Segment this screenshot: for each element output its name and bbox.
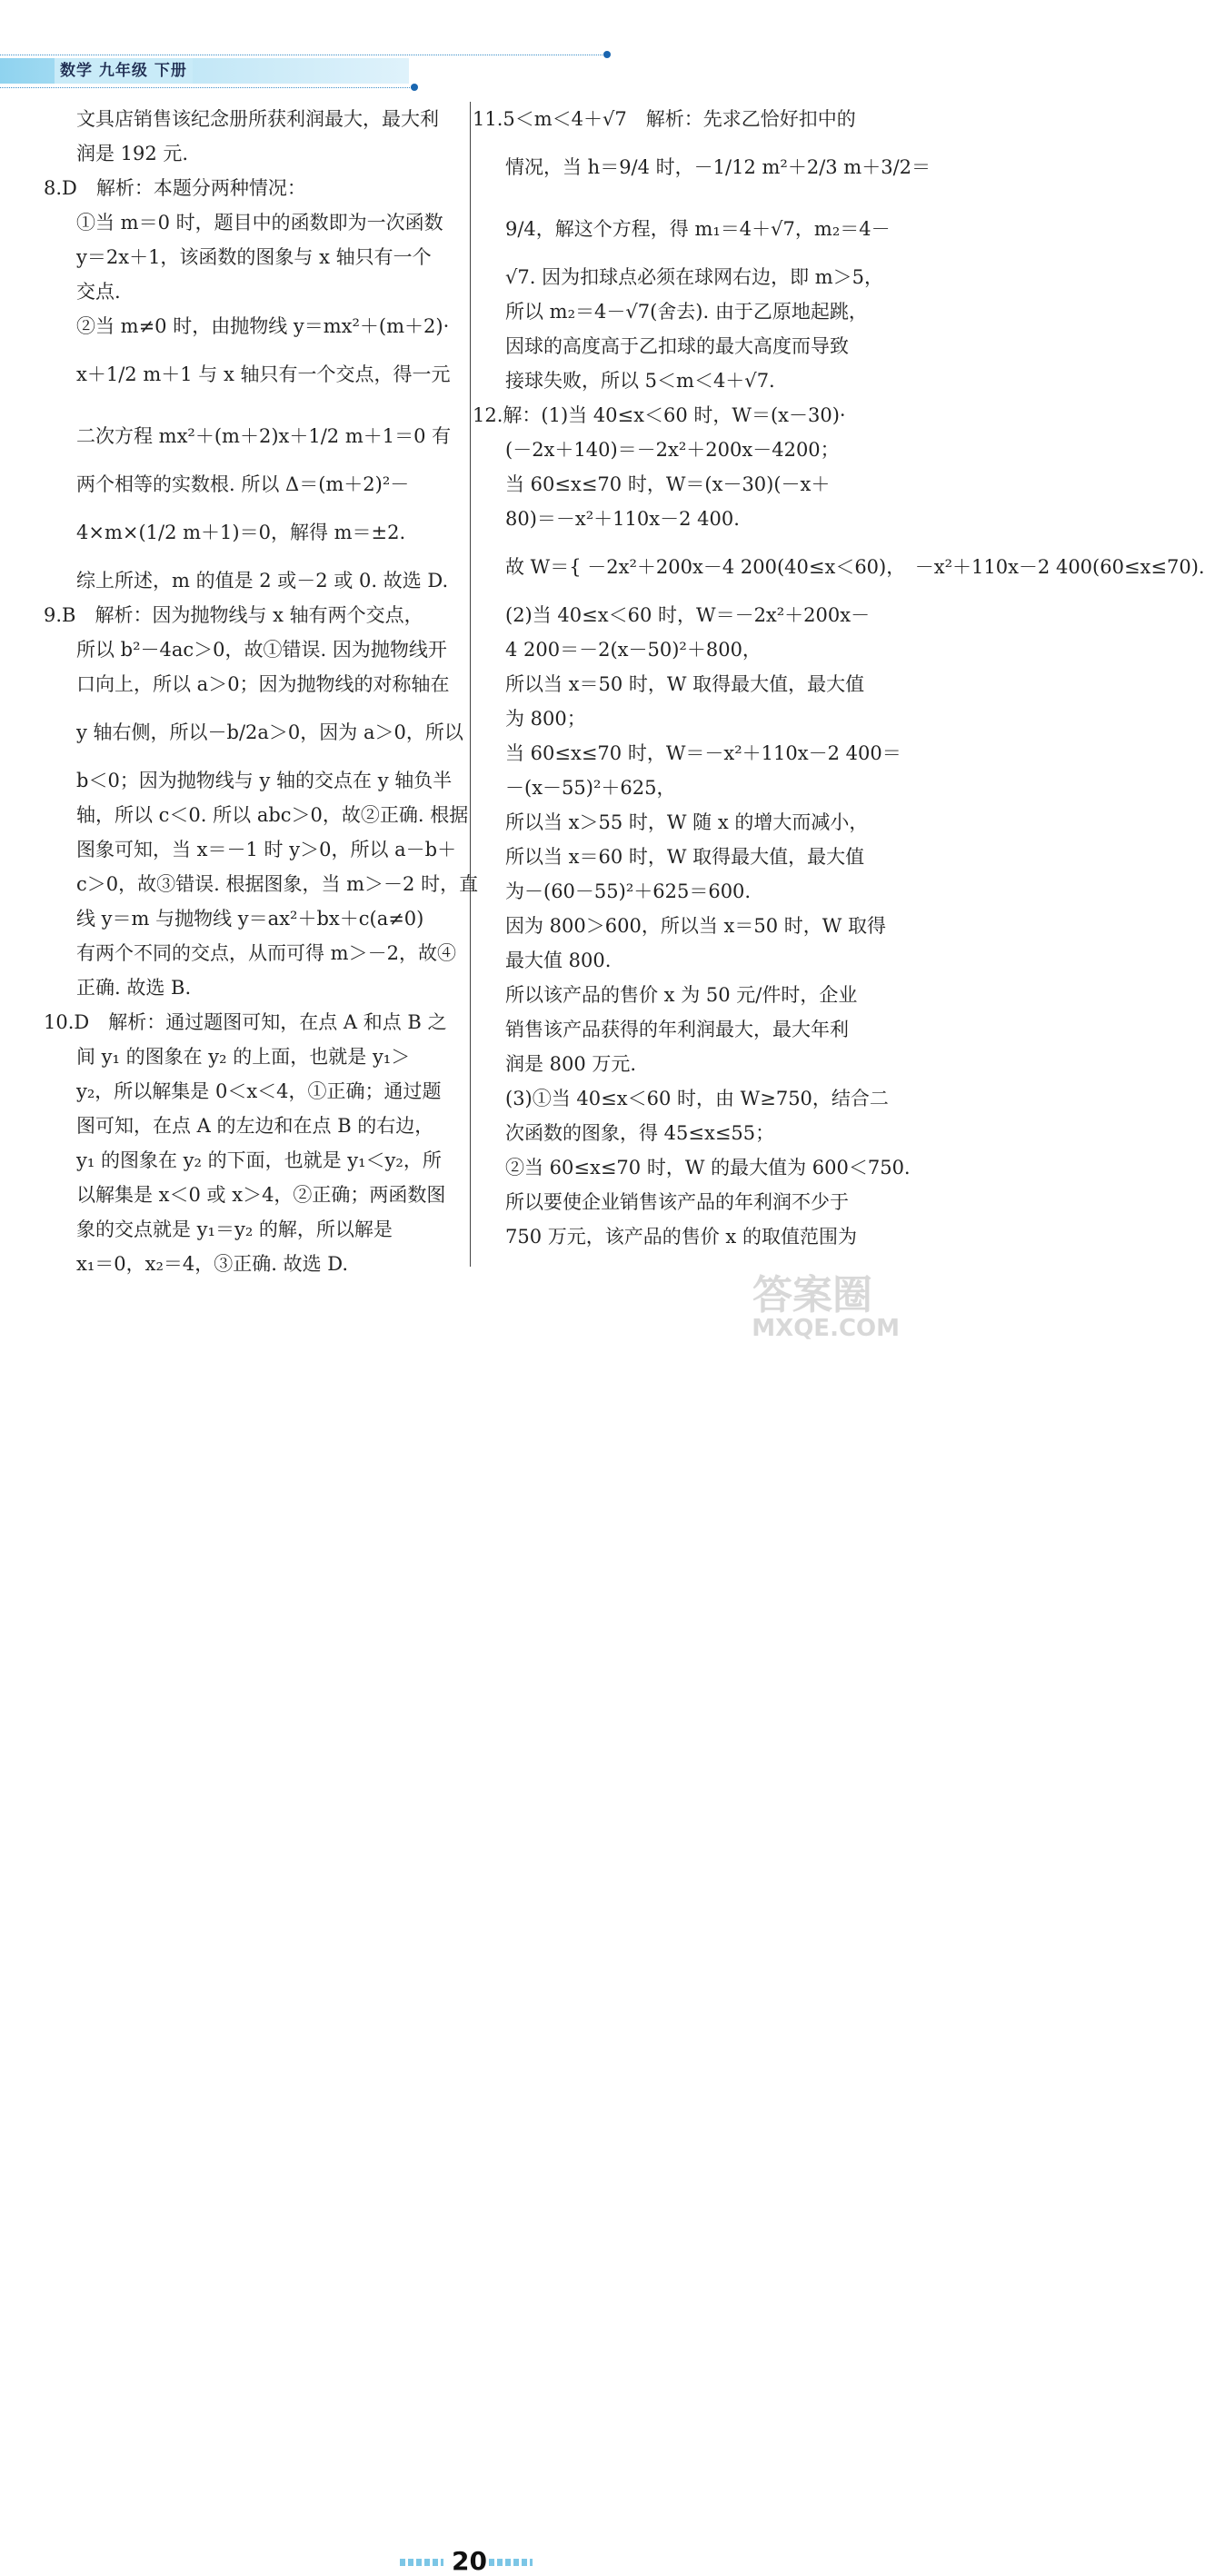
left-text-line: 轴，所以 c＜0. 所以 abc＞0，故②正确. 根据 <box>76 804 469 826</box>
right-column <box>473 102 1205 1254</box>
left-text-line: 象的交点就是 y₁＝y₂ 的解，所以解是 <box>76 1218 393 1240</box>
right-text-line: 情况，当 h＝9/4 时，－1/12 m²＋2/3 m＋3/2＝ <box>505 156 931 178</box>
right-text-line: 12.解：(1)当 40≤x＜60 时，W＝(x－30)· <box>473 404 846 426</box>
left-text-line: 10.D 解析：通过题图可知，在点 A 和点 B 之 <box>44 1011 447 1033</box>
right-text-line: 销售该产品获得的年利润最大，最大年利 <box>505 1019 849 1040</box>
page-footer <box>0 1272 909 2576</box>
right-text-line: 故 W＝{ －2x²＋200x－4 200(40≤x＜60)， －x²＋110x－2 400(60≤x≤70). <box>505 556 1205 578</box>
right-text-line: 润是 800 万元. <box>505 1053 637 1075</box>
right-text-line: 因为 800＞600，所以当 x＝50 时，W 取得 <box>505 915 887 937</box>
left-text-line: 图可知，在点 A 的左边和在点 B 的右边， <box>76 1115 434 1137</box>
left-text-line: y 轴右侧，所以－b/2a＞0，因为 a＞0，所以 <box>76 721 463 743</box>
left-text-line: 正确. 故选 B. <box>76 977 192 999</box>
left-text-line: 润是 192 元. <box>76 143 189 164</box>
right-text-line: (2)当 40≤x＜60 时，W＝－2x²＋200x－ <box>505 604 871 626</box>
right-text-line: 所以该产品的售价 x 为 50 元/件时，企业 <box>505 984 858 1006</box>
column-divider <box>470 102 471 1267</box>
right-text-line: 所以当 x＝60 时，W 取得最大值，最大值 <box>505 846 865 868</box>
right-text-line: 4 200＝－2(x－50)²＋800， <box>505 639 762 661</box>
page-header <box>0 0 909 100</box>
left-text-line: x₁＝0，x₂＝4，③正确. 故选 D. <box>76 1253 349 1275</box>
left-text-line: 两个相等的实数根. 所以 Δ＝(m＋2)²－ <box>76 473 410 495</box>
right-text-line: √7. 因为扣球点必须在球网右边，即 m＞5， <box>505 266 884 288</box>
page-number: 20 <box>452 2546 487 2576</box>
left-text-line: 所以 b²－4ac＞0，故①错误. 因为抛物线开 <box>76 639 447 661</box>
left-text-line: 8.D 解析：本题分两种情况： <box>44 177 306 199</box>
left-column <box>44 102 479 1281</box>
left-text-line: 以解集是 x＜0 或 x＞4，②正确；两函数图 <box>76 1184 446 1206</box>
left-text-line: 综上所述，m 的值是 2 或－2 或 0. 故选 D. <box>76 570 449 592</box>
left-text-line: ②当 m≠0 时，由抛物线 y＝mx²＋(m＋2)· <box>76 315 450 337</box>
header-bottom-line <box>0 87 413 89</box>
left-text-line: 图象可知，当 x＝－1 时 y＞0，所以 a－b＋ <box>76 839 457 860</box>
right-text-line: －(x－55)²＋625， <box>505 777 676 799</box>
right-text-line: 当 60≤x≤70 时，W＝－x²＋110x－2 400＝ <box>505 742 901 764</box>
right-text-line: 所以当 x＞55 时，W 随 x 的增大而减小， <box>505 811 869 833</box>
left-text-line: 文具店销售该纪念册所获利润最大，最大利 <box>76 108 439 130</box>
right-text-line: 9/4，解这个方程，得 m₁＝4＋√7，m₂＝4－ <box>505 218 891 240</box>
left-text-line: c＞0，故③错误. 根据图象，当 m＞－2 时，直 <box>76 873 479 895</box>
watermark-logo: 答案圈 <box>752 1272 872 1318</box>
right-text-line: (3)①当 40≤x＜60 时，由 W≥750，结合二 <box>505 1088 889 1109</box>
left-text-line: y＝2x＋1，该函数的图象与 x 轴只有一个 <box>76 246 432 268</box>
left-text-line: 间 y₁ 的图象在 y₂ 的上面，也就是 y₁＞ <box>76 1046 411 1068</box>
left-text-line: ①当 m＝0 时，题目中的函数即为一次函数 <box>76 212 443 234</box>
header-bottom-dot <box>411 84 418 91</box>
footer-deco-left <box>400 2559 443 2566</box>
right-text-line: 接球失败，所以 5＜m＜4＋√7. <box>505 370 775 392</box>
right-text-line: 所以要使企业销售该产品的年利润不少于 <box>505 1191 849 1213</box>
right-text-line: 当 60≤x≤70 时，W＝(x－30)(－x＋ <box>505 473 831 495</box>
footer-deco-right <box>489 2559 533 2566</box>
right-text-line: 最大值 800. <box>505 950 612 971</box>
header-line-end-dot <box>603 51 611 58</box>
left-text-line: x＋1/2 m＋1 与 x 轴只有一个交点，得一元 <box>76 363 451 385</box>
right-text-line: 所以 m₂＝4－√7(舍去). 由于乙原地起跳， <box>505 301 868 323</box>
left-text-line: 交点. <box>76 281 121 303</box>
left-text-line: 有两个不同的交点，从而可得 m＞－2，故④ <box>76 942 456 964</box>
right-text-line: ②当 60≤x≤70 时，W 的最大值为 600＜750. <box>505 1157 911 1179</box>
header-title: 数学 九年级 下册 <box>55 58 193 84</box>
right-text-line: 因球的高度高于乙扣球的最大高度而导致 <box>505 335 849 357</box>
left-text-line: y₁ 的图象在 y₂ 的下面，也就是 y₁＜y₂，所 <box>76 1149 442 1171</box>
right-text-line: 80)＝－x²＋110x－2 400. <box>505 508 740 530</box>
right-text-line: 750 万元，该产品的售价 x 的取值范围为 <box>505 1226 857 1248</box>
right-text-line: 为 800； <box>505 708 586 730</box>
right-text-line: 次函数的图象，得 45≤x≤55； <box>505 1122 775 1144</box>
right-text-line: (－2x＋140)＝－2x²＋200x－4200； <box>505 439 840 461</box>
left-text-line: 线 y＝m 与抛物线 y＝ax²＋bx＋c(a≠0) <box>76 908 424 930</box>
left-text-line: 4×m×(1/2 m＋1)＝0，解得 m＝±2. <box>76 522 406 543</box>
right-text-line: 所以当 x＝50 时，W 取得最大值，最大值 <box>505 673 865 695</box>
left-text-line: b＜0；因为抛物线与 y 轴的交点在 y 轴负半 <box>76 770 453 791</box>
right-text-line: 11.5＜m＜4＋√7 解析：先求乙恰好扣中的 <box>473 108 856 130</box>
right-text-line: 为－(60－55)²＋625＝600. <box>505 880 752 902</box>
left-text-line: 9.B 解析：因为抛物线与 x 轴有两个交点， <box>44 604 423 626</box>
left-text-line: 口向上，所以 a＞0；因为抛物线的对称轴在 <box>76 673 450 695</box>
watermark-url: MXQE.COM <box>752 1315 900 1342</box>
left-text-line: y₂，所以解集是 0＜x＜4，①正确；通过题 <box>76 1080 442 1102</box>
header-top-line <box>0 55 604 56</box>
left-text-line: 二次方程 mx²＋(m＋2)x＋1/2 m＋1＝0 有 <box>76 425 452 447</box>
